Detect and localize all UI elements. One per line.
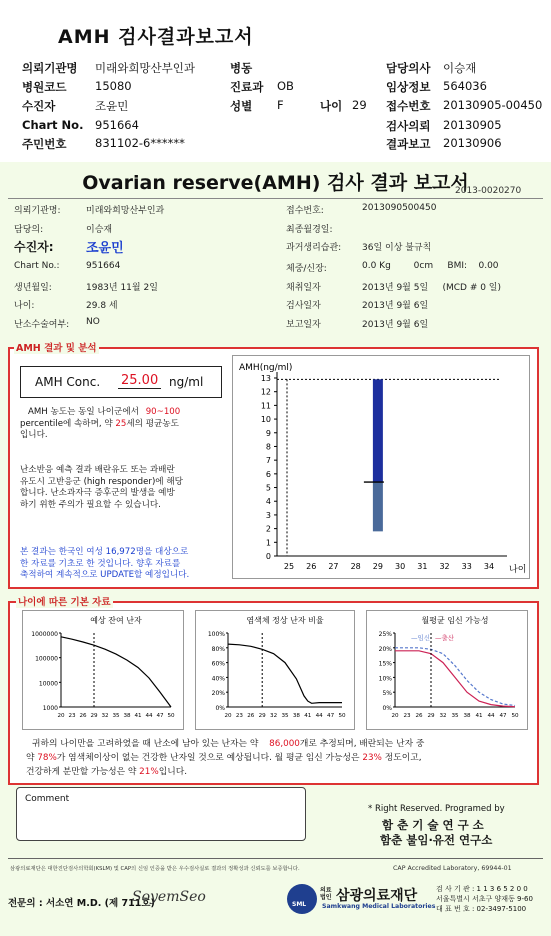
org-name-1: 함 춘 기 술 연 구 소	[382, 818, 484, 832]
contact-line: 서울특별시 서초구 양재동 9-60	[436, 895, 533, 903]
x-tick-label: 35	[451, 713, 459, 719]
x-tick-label: 29	[258, 713, 266, 719]
patient-name: 조윤민	[86, 241, 124, 256]
header-label: 접수번호	[386, 99, 431, 113]
y-tick-label: 11	[260, 401, 271, 411]
header-value: 이승재	[443, 61, 477, 75]
header-value: 15080	[95, 79, 132, 93]
normal-egg-ratio: 78%	[37, 753, 57, 763]
y-tick-label: 10	[260, 415, 271, 425]
info-value: 951664	[86, 261, 121, 271]
x-tick-label: 29	[427, 713, 435, 719]
y-tick-label: 5	[265, 483, 271, 493]
divider	[8, 198, 543, 199]
amh-chart-box	[232, 355, 530, 579]
x-tick-label: 32	[439, 713, 447, 719]
y-tick-label: 1000000	[31, 631, 58, 638]
x-tick-label: 41	[475, 713, 483, 719]
header-label: 나이	[320, 99, 343, 113]
header-label: 결과보고	[386, 137, 431, 151]
y-tick-label: 60%	[211, 660, 225, 668]
y-tick-label: 40%	[211, 675, 225, 683]
header-value: 564036	[443, 79, 487, 93]
x-tick-label: 26	[79, 713, 87, 719]
text-segment: 입니다.	[158, 767, 188, 777]
x-tick-label: 41	[134, 713, 142, 719]
header-value: OB	[277, 79, 294, 93]
header-label: 검사의뢰	[386, 119, 431, 133]
y-tick-label: 0%	[215, 705, 225, 712]
text-segment: 입니다.	[20, 430, 48, 440]
y-tick-label: 4	[265, 497, 271, 507]
text-segment: 세의 평균농도	[126, 418, 179, 429]
header-label: 임상정보	[386, 80, 431, 94]
x-tick-label: 47	[327, 713, 335, 719]
foundation-name: 삼광의료재단	[336, 888, 418, 904]
text-segment: percentile에 속하며, 약	[20, 418, 113, 429]
x-tick-label: 44	[145, 713, 153, 719]
header-value: 20130906	[443, 136, 502, 150]
remaining-eggs-value: 86,000	[269, 739, 300, 749]
info-label: 검사일자	[286, 301, 321, 311]
header-value: 20130905	[443, 118, 502, 132]
foundation-prefix: 의료 법인	[320, 887, 332, 901]
y-tick-label: 1	[265, 538, 271, 548]
text-segment: 개로 추정되며, 배란되는 난자 중	[299, 739, 425, 749]
y-tick-label: 0	[265, 552, 271, 561]
page-title: AMH 검사결과보고서	[58, 26, 254, 48]
text-segment: AMH 농도는 동일 나이군에서	[28, 407, 139, 417]
y-tick-label: 15%	[378, 660, 392, 668]
info-label: 생년월일:	[14, 283, 52, 293]
x-tick-label: 35	[112, 713, 120, 719]
info-label: 나이:	[14, 301, 35, 311]
x-tick-label: 50	[167, 713, 175, 719]
x-tick-label: 33	[461, 562, 472, 571]
x-tick-label: 50	[338, 713, 346, 719]
x-tick-label: 47	[499, 713, 507, 719]
rights-text: * Right Reserved. Programed by	[368, 804, 505, 814]
info-value: 36일 이상 불규칙	[362, 243, 432, 253]
contact-line: 검 사 기 관 : 1 1 3 6 5 2 0 0	[436, 885, 528, 893]
x-tick-label: 23	[235, 713, 243, 719]
accreditation-notice: 삼광의료재단은 대한진단검사의학회(KSLM) 및 CAP의 신임 인증을 받은 우수검사실로 결과의 정확성과 신뢰도를 보증합니다.	[10, 866, 300, 872]
amh-chart	[233, 356, 529, 578]
contact-info	[436, 884, 533, 914]
info-label: 수진자:	[14, 240, 54, 254]
normal-eggs-chart	[196, 611, 354, 729]
org-name-2: 함춘 불임·유전 연구소	[380, 833, 493, 847]
text-line: 합니다. 난소과자극 증후군의 발생을 예방	[20, 488, 175, 498]
report-title: Ovarian reserve(AMH) 검사 결과 보고서	[82, 172, 469, 194]
y-tick-label: 100000	[35, 655, 58, 663]
x-tick-label: 31	[417, 562, 428, 571]
x-tick-label: 38	[463, 713, 471, 719]
text-segment: 정도이고,	[384, 753, 422, 763]
delivery-rate: 21%	[139, 767, 159, 777]
pregnancy-rate: 23%	[362, 753, 382, 763]
comment-box	[16, 787, 306, 841]
info-value: 이승재	[86, 225, 113, 235]
cap-text: CAP Accredited Laboratory, 69944-01	[393, 865, 512, 872]
text-segment: 약	[26, 753, 35, 763]
x-tick-label: 32	[439, 562, 450, 571]
header-label: 병동	[230, 61, 253, 75]
header-value: 20130905-00450	[443, 98, 543, 112]
header-value: 831102-6******	[95, 136, 185, 150]
y-tick-label: 12	[260, 387, 271, 397]
text-line: 유도시 고반응군 (high responder)에 해당	[20, 476, 183, 487]
y-tick-label: 1000	[42, 705, 58, 712]
header-value: F	[277, 98, 284, 112]
equiv-age: 25	[115, 418, 127, 429]
header-value: 29	[352, 98, 367, 112]
info-value: 0.0 Kg 0cm BMI: 0.00	[362, 261, 499, 271]
x-tick-label: 20	[224, 713, 232, 719]
x-tick-label: 25	[283, 562, 295, 571]
header-label: 진료과	[230, 80, 264, 94]
info-label: 담당의:	[14, 225, 44, 235]
percentile-range: 90~100	[145, 407, 181, 417]
comment-label: Comment	[25, 794, 70, 804]
y-tick-label: 7	[265, 456, 271, 466]
info-label: Chart No.:	[14, 261, 60, 271]
info-value: NO	[86, 317, 100, 327]
pregnancy-chart	[367, 611, 527, 729]
text-segment: 가 염색체이상이 없는 건강한 난자일 것으로 예상됩니다. 월 평균 임신 가능성은	[56, 753, 360, 763]
info-label: 최종월경일:	[286, 225, 333, 235]
x-tick-label: 32	[101, 713, 109, 719]
y-tick-label: 20%	[378, 645, 392, 653]
age-summary	[18, 737, 538, 779]
x-tick-label: 34	[483, 562, 495, 571]
header-label: Chart No.	[22, 118, 84, 132]
info-value: 2013년 9월 6일	[362, 320, 429, 330]
y-tick-label: 10%	[378, 675, 392, 683]
y-tick-label: 9	[265, 428, 271, 438]
x-axis-label: 나이	[509, 565, 527, 575]
x-tick-label: 50	[511, 713, 519, 719]
x-tick-label: 44	[315, 713, 323, 719]
amh-conc-value: 25.00	[118, 373, 161, 389]
y-tick-label: 13	[260, 374, 271, 383]
section-label: AMH 결과 및 분석	[14, 340, 99, 354]
info-label: 보고일자	[286, 320, 321, 330]
amh-conc-unit: ng/ml	[169, 375, 204, 389]
foundation-english: Samkwang Medical Laboratories	[322, 903, 436, 910]
x-tick-label: 20	[57, 713, 65, 719]
text-segment: 건강하게 분만할 가능성은 약	[26, 767, 137, 777]
x-tick-label: 38	[292, 713, 300, 719]
x-tick-label: 41	[304, 713, 312, 719]
remaining-eggs-box	[22, 610, 184, 730]
amh-range-bar	[373, 379, 383, 482]
amh-conc-label: AMH Conc.	[35, 375, 101, 389]
header-label: 주민번호	[22, 137, 67, 151]
normal-eggs-box	[195, 610, 355, 730]
info-label: 체중/신장:	[286, 264, 327, 274]
chart-title: 염색체 정상 난자 비율	[246, 616, 324, 625]
x-tick-label: 26	[247, 713, 255, 719]
info-label: 과거생리습관:	[286, 243, 342, 253]
text-line: 난소반응 예측 결과 배란유도 또는 과배란	[20, 465, 175, 475]
header-label: 의뢰기관명	[22, 61, 78, 75]
y-tick-label: 80%	[211, 645, 225, 653]
series-line	[228, 644, 342, 703]
header-label: 병원코드	[22, 80, 67, 94]
y-tick-label: 2	[265, 524, 271, 534]
signature: SoyemSeo	[132, 889, 206, 905]
report-number: 2013-0020270	[455, 186, 522, 196]
y-tick-label: 0%	[382, 705, 392, 712]
x-tick-label: 38	[123, 713, 131, 719]
chart-title: 월평균 임신 가능성	[421, 616, 489, 625]
text-line: 하기 위한 주의가 필요할 수 있습니다.	[20, 499, 161, 510]
contact-line: 대 표 번 호 : 02-3497-5100	[436, 905, 527, 913]
chart-title: 예상 잔여 난자	[90, 616, 142, 625]
y-tick-label: 10000	[38, 680, 58, 688]
header-label: 담당의사	[386, 61, 431, 75]
remaining-eggs-chart	[23, 611, 183, 729]
text-line: 본 결과는 한국인 여성 16,972명을 대상으로	[20, 547, 189, 557]
amh-range-lower	[373, 482, 383, 531]
x-tick-label: 28	[350, 562, 361, 571]
header-value: 미래와희망산부인과	[95, 61, 195, 75]
x-tick-label: 47	[156, 713, 164, 719]
x-tick-label: 23	[403, 713, 411, 719]
doctor-name: 전문의 : 서소연 M.D. (제 711호)	[8, 898, 155, 909]
info-value: 2013년 9월 5일 (MCD # 0 일)	[362, 283, 502, 293]
text-line: 축적하여 계속적으로 UPDATE할 예정입니다.	[20, 570, 190, 580]
y-tick-label: 3	[265, 510, 271, 520]
info-value: 미래와희망산부인과	[86, 206, 165, 216]
legend-label: —임신	[411, 634, 431, 642]
y-tick-label: 100%	[207, 631, 225, 638]
x-tick-label: 29	[90, 713, 98, 719]
y-tick-label: 5%	[382, 690, 392, 698]
pregnancy-box	[366, 610, 528, 730]
x-tick-label: 30	[395, 562, 406, 571]
x-tick-label: 20	[391, 713, 399, 719]
header-value: 951664	[95, 118, 139, 132]
x-tick-label: 26	[306, 562, 317, 571]
info-value: 2013년 9월 6일	[362, 301, 429, 311]
x-tick-label: 44	[487, 713, 495, 719]
info-label: 채취일자	[286, 283, 321, 293]
header-label: 성별	[230, 99, 253, 113]
info-value: 2013090500450	[362, 203, 437, 213]
x-tick-label: 27	[328, 562, 339, 571]
info-value: 1983년 11월 2일	[86, 283, 158, 293]
x-tick-label: 29	[372, 562, 383, 571]
series-line	[61, 637, 171, 707]
amh-conc-box	[20, 366, 222, 398]
x-tick-label: 35	[281, 713, 289, 719]
x-tick-label: 32	[270, 713, 278, 719]
y-tick-label: 20%	[211, 690, 225, 698]
header-label: 수진자	[22, 99, 56, 113]
y-tick-label: 25%	[378, 631, 392, 638]
header-value: 조윤민	[95, 99, 129, 113]
divider	[8, 858, 543, 859]
text-line: 한 자료를 기초로 한 것입니다. 향후 자료를	[20, 558, 181, 569]
percentile-text	[20, 407, 225, 442]
section-label: 나이에 따른 기본 자료	[16, 594, 113, 608]
foundation-logo-icon: SML	[287, 884, 317, 914]
legend-label: —출산	[435, 634, 455, 642]
info-value: 29.8 세	[86, 301, 118, 311]
y-tick-label: 6	[265, 469, 271, 479]
ovarian-response-text	[20, 465, 230, 511]
info-label: 난소수술여부:	[14, 320, 70, 330]
x-tick-label: 23	[68, 713, 76, 719]
info-label: 의뢰기관명:	[14, 206, 61, 216]
y-tick-label: 8	[265, 442, 271, 452]
x-tick-label: 26	[415, 713, 423, 719]
series-line	[395, 651, 515, 707]
info-label: 접수번호:	[286, 206, 324, 216]
y-axis-label: AMH(ng/ml)	[239, 363, 293, 373]
text-segment: 귀하의 나이만을 고려하였을 때 난소에 남아 있는 난자는 약	[32, 739, 259, 749]
data-source-text	[20, 547, 235, 582]
